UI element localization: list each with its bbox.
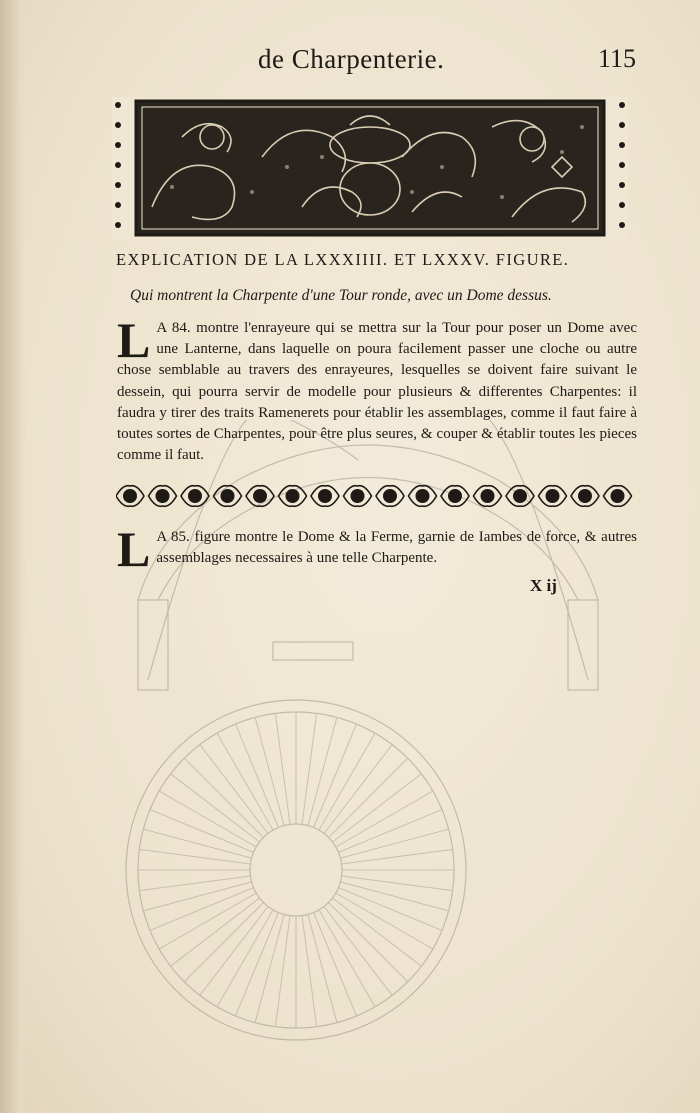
dropcap-figure-84: L xyxy=(117,312,151,368)
bleed-spoke xyxy=(255,914,284,1022)
fleuron-ornament xyxy=(318,489,332,503)
woodcut-headpiece-ornament xyxy=(112,97,628,239)
page-number: 115 xyxy=(598,44,637,73)
bleed-spoke xyxy=(308,914,337,1022)
paragraph-figure-85 xyxy=(117,521,637,577)
bleed-spoke xyxy=(184,903,263,982)
bleed-spoke xyxy=(275,916,290,1027)
bleed-spoke xyxy=(302,916,317,1027)
fleuron-ornament xyxy=(448,489,462,503)
bleed-spoke xyxy=(143,829,251,858)
fleuron-ornament xyxy=(253,489,267,503)
bleed-spoke xyxy=(139,849,250,864)
fleuron-ornament xyxy=(513,489,527,503)
dropcap-figure-85: L xyxy=(117,521,151,577)
bleed-spoke xyxy=(275,713,290,824)
fleuron-ornament xyxy=(351,489,365,503)
bleed-spoke xyxy=(342,849,453,864)
bleed-spoke xyxy=(143,882,251,911)
bleed-through-dome-drawing xyxy=(118,420,618,1070)
fleuron-ornament xyxy=(156,489,170,503)
fleuron-ornament xyxy=(188,489,202,503)
bleed-spoke xyxy=(184,758,263,837)
fleuron-ornament xyxy=(123,489,137,503)
paragraph-figure-84 xyxy=(117,312,637,468)
bleed-spoke xyxy=(340,882,448,911)
running-title: de Charpenterie. xyxy=(258,44,445,74)
fleuron-ornament xyxy=(221,489,235,503)
fleuron-ornament xyxy=(611,489,625,503)
paragraph-figure-84-text: A 84. montre l'enrayeure qui se mettra sur la Tour pour poser un Dome avec une Lanterne, dans laquelle on poura facilement passer une cloche ou autre chose semblable au travers des enrayeures, lesquelles se doivent faire suivant le dessein, qui pourra servir de modelle pour plusieurs & differentes Charpentes: il faudra y tirer des traits Ramenerets pour établir les assemblages, comme il faut faire à toutes sortes de Charpentes, pour être plus seures, & couper & établir toutes les pieces comme il faut. xyxy=(117,320,637,464)
fleuron-ornament xyxy=(416,489,430,503)
section-heading: EXPLICATION DE LA LXXXIIII. ET LXXXV. FIGURE. xyxy=(116,250,570,269)
bleed-spoke xyxy=(329,758,408,837)
fleuron-ornament xyxy=(481,489,495,503)
bleed-spoke xyxy=(139,876,250,891)
bleed-spoke xyxy=(342,876,453,891)
fleuron-ornament xyxy=(286,489,300,503)
section-subheading: Qui montrent la Charpente d'une Tour ronde, avec un Dome dessus. xyxy=(130,287,552,304)
paragraph-figure-85-text: A 85. figure montre le Dome & la Ferme, garnie de Iambes de force, & autres assemblages necessaires à une telle Charpente. xyxy=(156,529,637,567)
fleuron-ornament xyxy=(546,489,560,503)
bleed-spoke xyxy=(302,713,317,824)
signature-mark: X ij xyxy=(530,576,557,595)
page-gutter xyxy=(0,0,26,1113)
fleuron-ornament xyxy=(578,489,592,503)
bleed-spoke xyxy=(340,829,448,858)
bleed-spoke xyxy=(329,903,408,982)
fleuron-ornament xyxy=(383,489,397,503)
fleuron-divider xyxy=(116,478,634,514)
bleed-spoke xyxy=(308,717,337,825)
bleed-spoke xyxy=(255,717,284,825)
